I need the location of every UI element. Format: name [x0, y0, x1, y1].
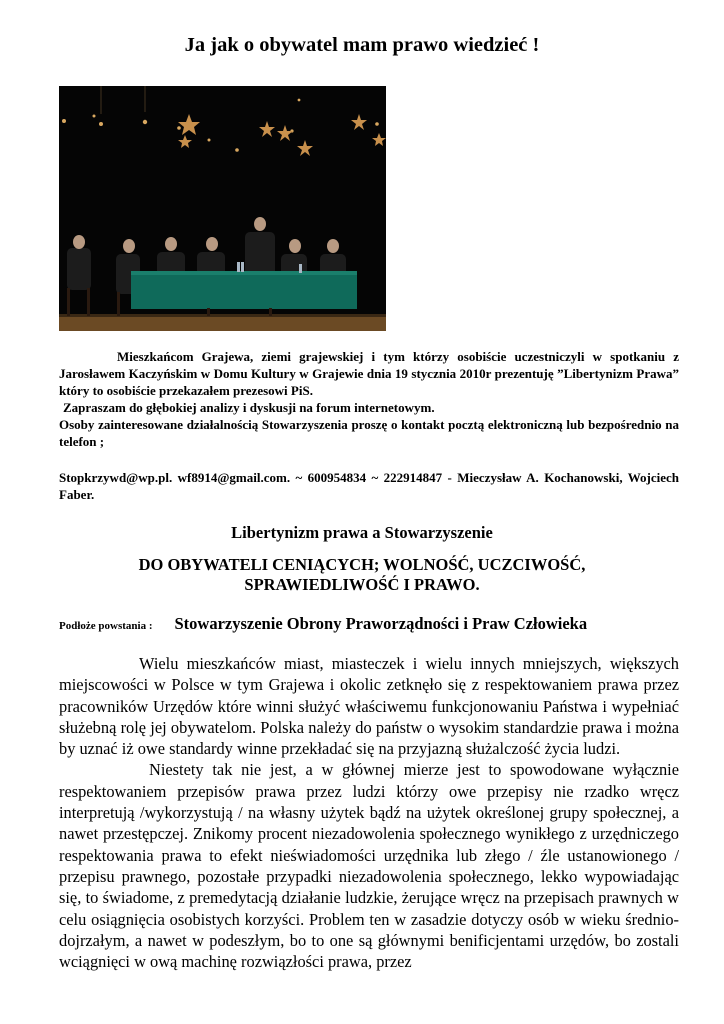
basis-label: Podłoże powstania :	[59, 620, 153, 632]
association-name: Stowarzyszenie Obrony Praworządności i Praw Człowieka	[174, 614, 588, 633]
body-paragraph-1: Wielu mieszkańców miast, miasteczek i wielu innych mniejszych, większych miejscowości w Polsce w tym Grajewa i okolic zetknęło się z respektowaniem prawa przez pracowników Urzędów które winni służyć właściwemu funkcjonowaniu Państwa i wypełniać służebną rolę jej obywatelom. Polska należy do państw o wysokim standardzie prawa i można by uznać iż owe standardy winne przekładać się na przyjazną służalczość życia ludzi.	[59, 654, 679, 759]
intro-line-1: Mieszkańcom Grajewa, ziemi grajewskiej i tym którzy osobiście uczestniczyli w spotkaniu z Jarosławem Kaczyńskim w Domu Kultury w Grajewie dnia 19 stycznia 2010r prezentuję ”Libertynizm Prawa” który to osobiście przekazałem prezesowi PiS.	[59, 349, 679, 398]
section-subtitle: Libertynizm prawa a Stowarzyszenie	[231, 523, 493, 542]
body-text	[59, 653, 679, 972]
meeting-photo	[59, 86, 386, 331]
intro-line-2: Zapraszam do głębokiej analizy i dyskusji na forum internetowym.	[63, 400, 435, 415]
section-headline: DO OBYWATELI CENIĄCYCH; WOLNOŚĆ, UCZCIWOŚĆ, SPRAWIEDLIWOŚĆ I PRAWO.	[138, 555, 586, 594]
intro-paragraph	[59, 348, 679, 450]
intro-line-3: Osoby zainteresowane działalnością Stowarzyszenia proszę o kontakt pocztą elektroniczną lub bezpośrednio na telefon ;	[59, 417, 679, 449]
body-paragraph-2: Niestety tak nie jest, a w głównej mierze jest to spowodowane wyłącznie respektowaniem przepisów prawa przez ludzi którzy owe przepisy nie rzadko wręcz interpretują /wykorzystują / na własny użytek bądź na użytek określonej grupy społecznej, a nawet przestępczej. Znikomy procent niezadowolenia społecznego wynikłego z urzędniczego respektowania prawa to efekt nieświadomości urzędnika lub złego / źle ustanowionego / przepisu prawnego, pozostałe przypadki niezadowolenia społecznego, lekko wypowiadając się, to świadome, z premedytacją działanie ludzkie, żerujące wręcz na przepisach prawnych w celu osiągnięcia osobistych korzyści. Problem ten w zasadzie dotyczy osób w wieku średnio-dojrzałym, a nawet w podeszłym, bo to one są głównymi benificjentami urzędów, bo zostali wciągnięci w ową machinę rozwiązłości prawa, przez	[59, 760, 679, 972]
contact-info: Stopkrzywd@wp.pl. wf8914@gmail.com. ~ 600954834 ~ 222914847 - Mieczysław A. Kochanowski, Wojciech Faber.	[59, 470, 679, 502]
page-title: Ja jak o obywatel mam prawo wiedzieć !	[184, 34, 540, 56]
basis-line	[59, 614, 699, 634]
